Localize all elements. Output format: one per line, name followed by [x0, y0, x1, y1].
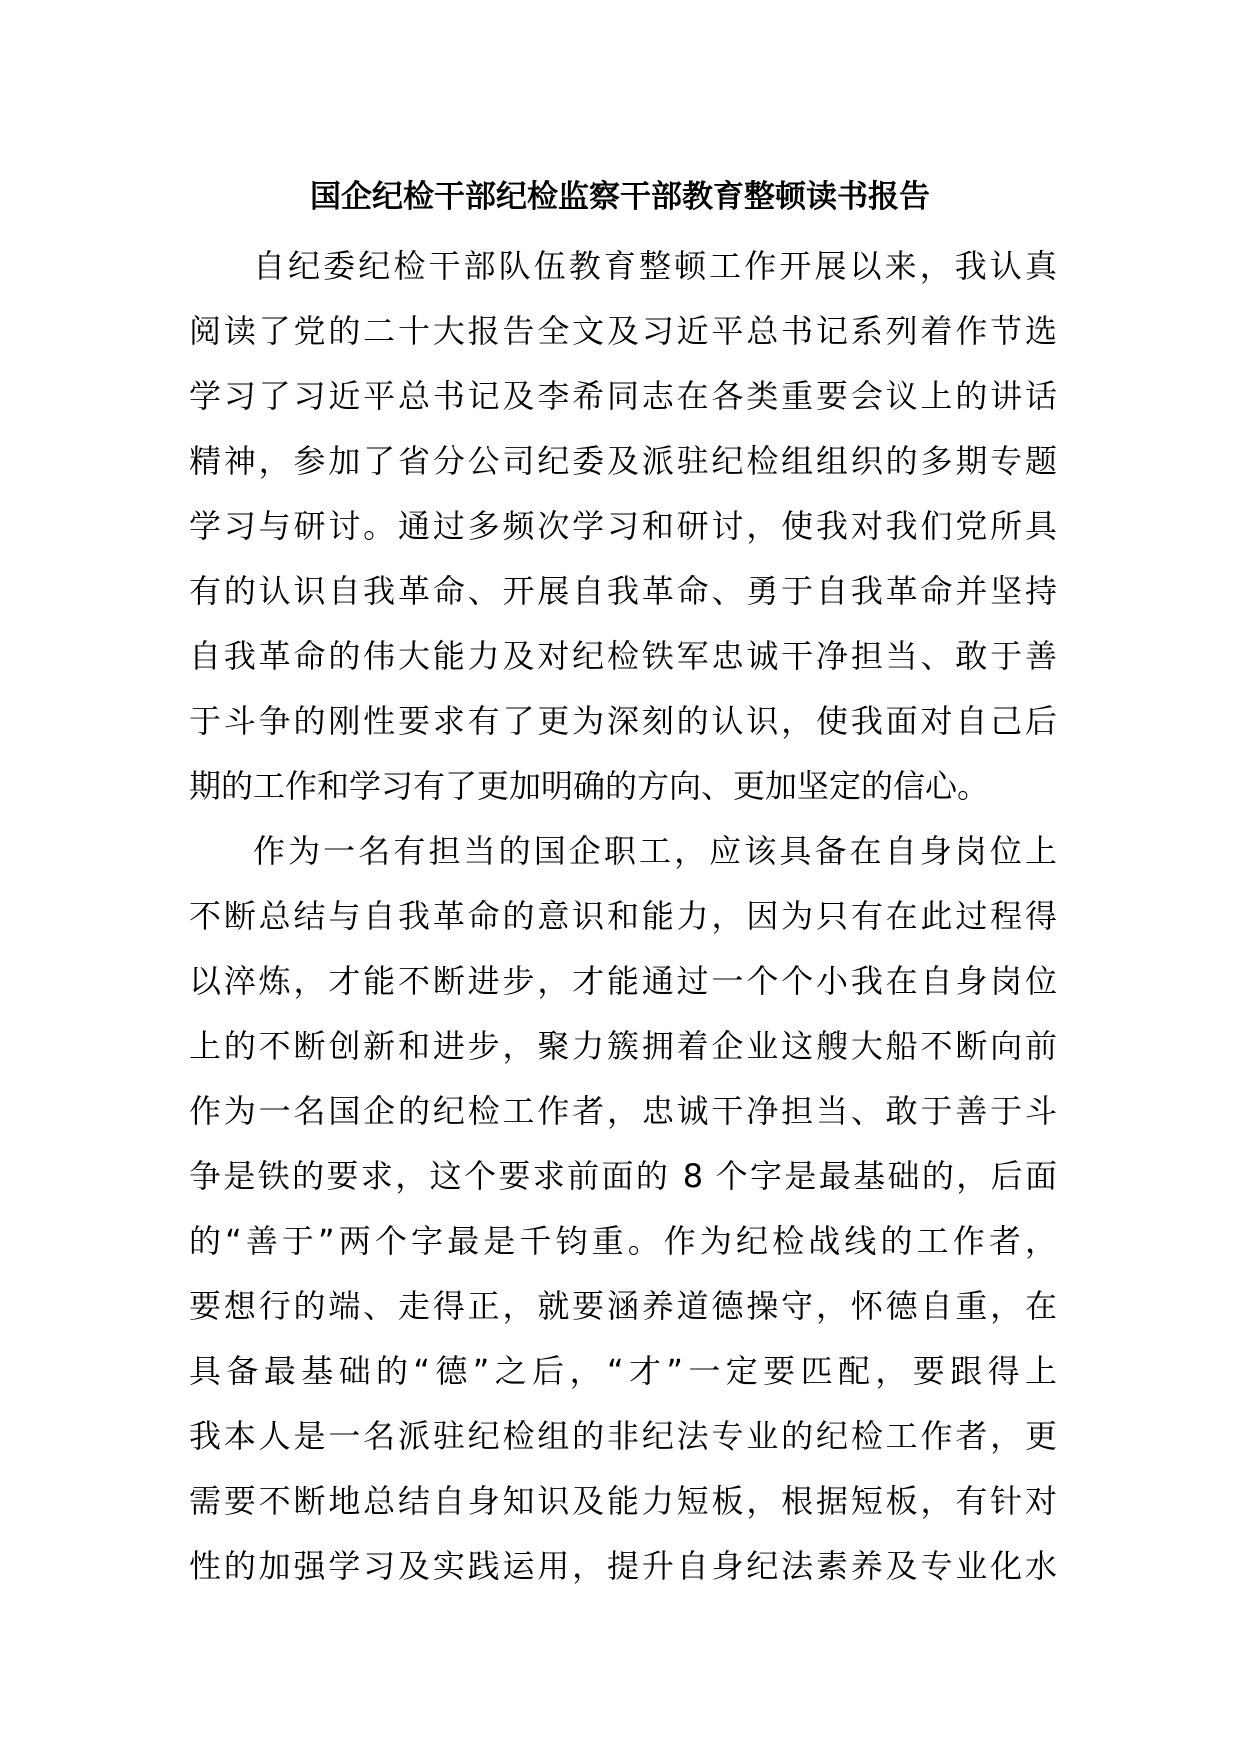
- paragraph-line: 具备最基础的“德”之后，“才”一定要匹配，要跟得上: [189, 1352, 1057, 1390]
- paragraph-line: 有的认识自我革命、开展自我革命、勇于自我革命并坚持: [189, 572, 1057, 610]
- paragraph-line: 精神，参加了省分公司纪委及派驻纪检组组织的多期专题: [189, 442, 1057, 480]
- paragraph-line: 自纪委纪检干部队伍教育整顿工作开展以来，我认真: [253, 247, 1057, 285]
- paragraph-line: 要想行的端、走得正，就要涵养道德操守，怀德自重，在: [189, 1287, 1057, 1325]
- paragraph-line: 学习了习近平总书记及李希同志在各类重要会议上的讲话: [189, 377, 1057, 415]
- document-body: [189, 234, 1057, 1599]
- paragraph-line: 以淬炼，才能不断进步，才能通过一个个小我在自身岗位: [189, 962, 1057, 1000]
- paragraph-line: 的“善于”两个字最是千钧重。作为纪检战线的工作者，: [189, 1222, 1057, 1260]
- paragraph-line: 性的加强学习及实践运用，提升自身纪法素养及专业化水: [189, 1547, 1057, 1585]
- paragraph-line: 期的工作和学习有了更加明确的方向、更加坚定的信心。: [189, 767, 990, 805]
- paragraph-line: 于斗争的刚性要求有了更为深刻的认识，使我面对自己后: [189, 702, 1057, 740]
- paragraph-line: 不断总结与自我革命的意识和能力，因为只有在此过程得: [189, 897, 1057, 935]
- paragraph-line: 需要不断地总结自身知识及能力短板，根据短板，有针对: [189, 1482, 1057, 1520]
- paragraph-line: 我本人是一名派驻纪检组的非纪法专业的纪检工作者，更: [189, 1417, 1057, 1455]
- paragraph-line: 上的不断创新和进步，聚力簇拥着企业这艘大船不断向前: [189, 1027, 1057, 1065]
- paragraph-line: 争是铁的要求，这个要求前面的 8 个字是最基础的，后面: [189, 1157, 1057, 1195]
- paragraph-line: 作为一名有担当的国企职工，应该具备在自身岗位上: [253, 832, 1057, 870]
- document-title: 国企纪检干部纪检监察干部教育整顿读书报告: [310, 179, 930, 215]
- paragraph-line: 阅读了党的二十大报告全文及习近平总书记系列着作节选: [189, 312, 1057, 350]
- paragraph-line: 学习与研讨。通过多频次学习和研讨，使我对我们党所具: [189, 507, 1057, 545]
- paragraph-line: 作为一名国企的纪检工作者，忠诚干净担当、敢于善于斗: [189, 1092, 1057, 1130]
- paragraph-line: 自我革命的伟大能力及对纪检铁军忠诚干净担当、敢于善: [189, 637, 1057, 675]
